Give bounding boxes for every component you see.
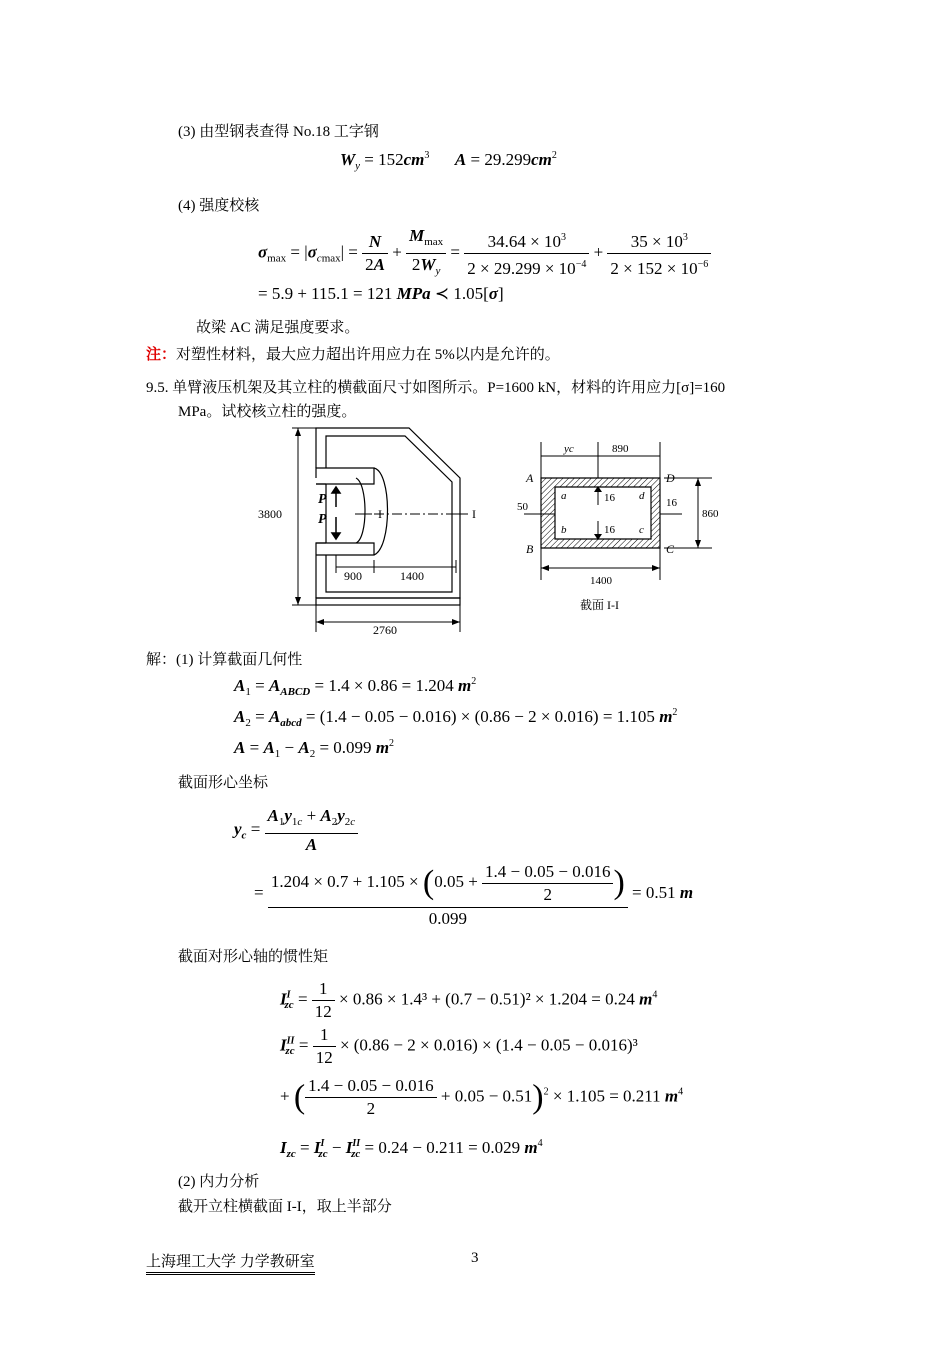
corner-B: B [526, 542, 534, 556]
i2-equation: $I^{II}_{zc}$ = $\frac{1}{12}$ × (0.86 − 2 × 0.016) × (1.4 − 0.05 − 0.016)³ [280, 1025, 638, 1067]
yc-formula: $y_c$ = $\frac{A_1y_{1c} + A_2y_{2c}}{A}$ [234, 805, 358, 856]
dim-16-bottom: 16 [604, 524, 615, 536]
a-equation: $A = A_1 - A_2 = 0.099$ $m^2$ [234, 738, 395, 760]
section-caption: 截面 I-I [580, 598, 619, 612]
internal-title: (2) 内力分析 [178, 1174, 260, 1190]
wy-equation: $W_y = 152cm^3$ $A = 29.299cm^2$ [340, 150, 557, 172]
dim-16-right: 16 [666, 497, 677, 509]
dim-1400: 1400 [400, 569, 424, 583]
dim-860: 860 [702, 508, 719, 520]
p-top-label: P [318, 492, 327, 507]
sigma-result: = 5.9 + 115.1 = 121 MPa ≺ 1.05[σ] [258, 284, 504, 303]
solution-title: 解：(1) 计算截面几何性 [146, 652, 303, 668]
i2-continued: + ( $\frac{1.4 - 0.05 - 0.016}{2}$ + 0.05 − 0.51)$^2$ × 1.105 = 0.211 $m^4$ [280, 1076, 684, 1118]
page-number: 3 [471, 1250, 479, 1266]
sigma-equation: $\sigma_{max} = |\sigma_{cmax}|$ = $\frac{N}{2A}$ + $\frac{M_{max}}{2W_y}$ = $\frac{34.64 \times 10^3}{2 \times 29.299 \times 10^{-4}}$ + $\frac{35 \times 10^3}{2 \times 152 \times 10^{-6}}$ [258, 225, 711, 282]
inner-a: a [561, 490, 567, 502]
yc-calculation: = 1.204 × 0.7 + 1.105 × (0.05 + $\frac{1.4 - 0.05 - 0.016}{2}$ ) 0.099 = 0.51 m [254, 858, 693, 930]
dim-3800: 3800 [258, 507, 282, 521]
dim-1400-section: 1400 [590, 575, 612, 587]
cut-text: 截开立柱横截面 I-I，取上半部分 [178, 1199, 392, 1215]
inner-b: b [561, 524, 567, 536]
conclusion-text: 故梁 AC 满足强度要求。 [196, 320, 360, 336]
centroid-title: 截面形心坐标 [178, 775, 269, 791]
p-bottom-label: P [318, 512, 327, 527]
note-text: 对塑性材料，最大应力超出许用应力在 5%以内是允许的。 [176, 347, 560, 363]
a1-equation: $A_1 = A_{ABCD} = 1.4 \times 0.86 = 1.204$ $m^2$ [234, 676, 477, 698]
i1-equation: $I^I_{zc}$ = $\frac{1}{12}$ × 0.86 × 1.4³ + (0.7 − 0.51)² × 1.204 = 0.24 $m^4$ [280, 979, 658, 1021]
a2-equation: $A_2 = A_{abcd} = (1.4 - 0.05 - 0.016) \times (0.86 - 2 \times 0.016) = 1.105$ $m^2$ [234, 707, 678, 729]
section-i-left: I [378, 507, 382, 521]
inner-c: c [639, 524, 644, 536]
problem-line1: 9.5. 单臂液压机架及其立柱的横截面尺寸如图所示。P=1600 kN，材料的许用应力[σ]=160 [146, 380, 726, 396]
note-line [146, 343, 560, 364]
iz-equation: $I_{zc} = I^I_{zc} - I^{II}_{zc} = 0.24 - 0.211 = 0.029$ $m^4$ [280, 1138, 543, 1160]
footer-institution: 上海理工大学 力学教研室 [146, 1250, 315, 1275]
dim-2760: 2760 [373, 623, 397, 637]
section-i-right: I [472, 507, 476, 521]
dim-900: 900 [344, 569, 362, 583]
dim-890: 890 [612, 443, 629, 455]
corner-D: D [666, 471, 675, 485]
step4-title: (4) 强度校核 [178, 198, 260, 214]
inertia-title: 截面对形心轴的惯性矩 [178, 949, 329, 965]
dim-yc: yc [564, 443, 574, 455]
inner-d: d [639, 490, 645, 502]
note-label: 注： [146, 347, 177, 363]
step3-title: (3) 由型钢表查得 No.18 工字钢 [178, 124, 379, 140]
press-frame-figure [250, 420, 720, 645]
dim-16-top: 16 [604, 492, 615, 504]
corner-A: A [526, 471, 534, 485]
dim-50: 50 [517, 501, 528, 513]
problem-line2: MPa。试校核立柱的强度。 [178, 404, 357, 420]
corner-C: C [666, 542, 675, 556]
